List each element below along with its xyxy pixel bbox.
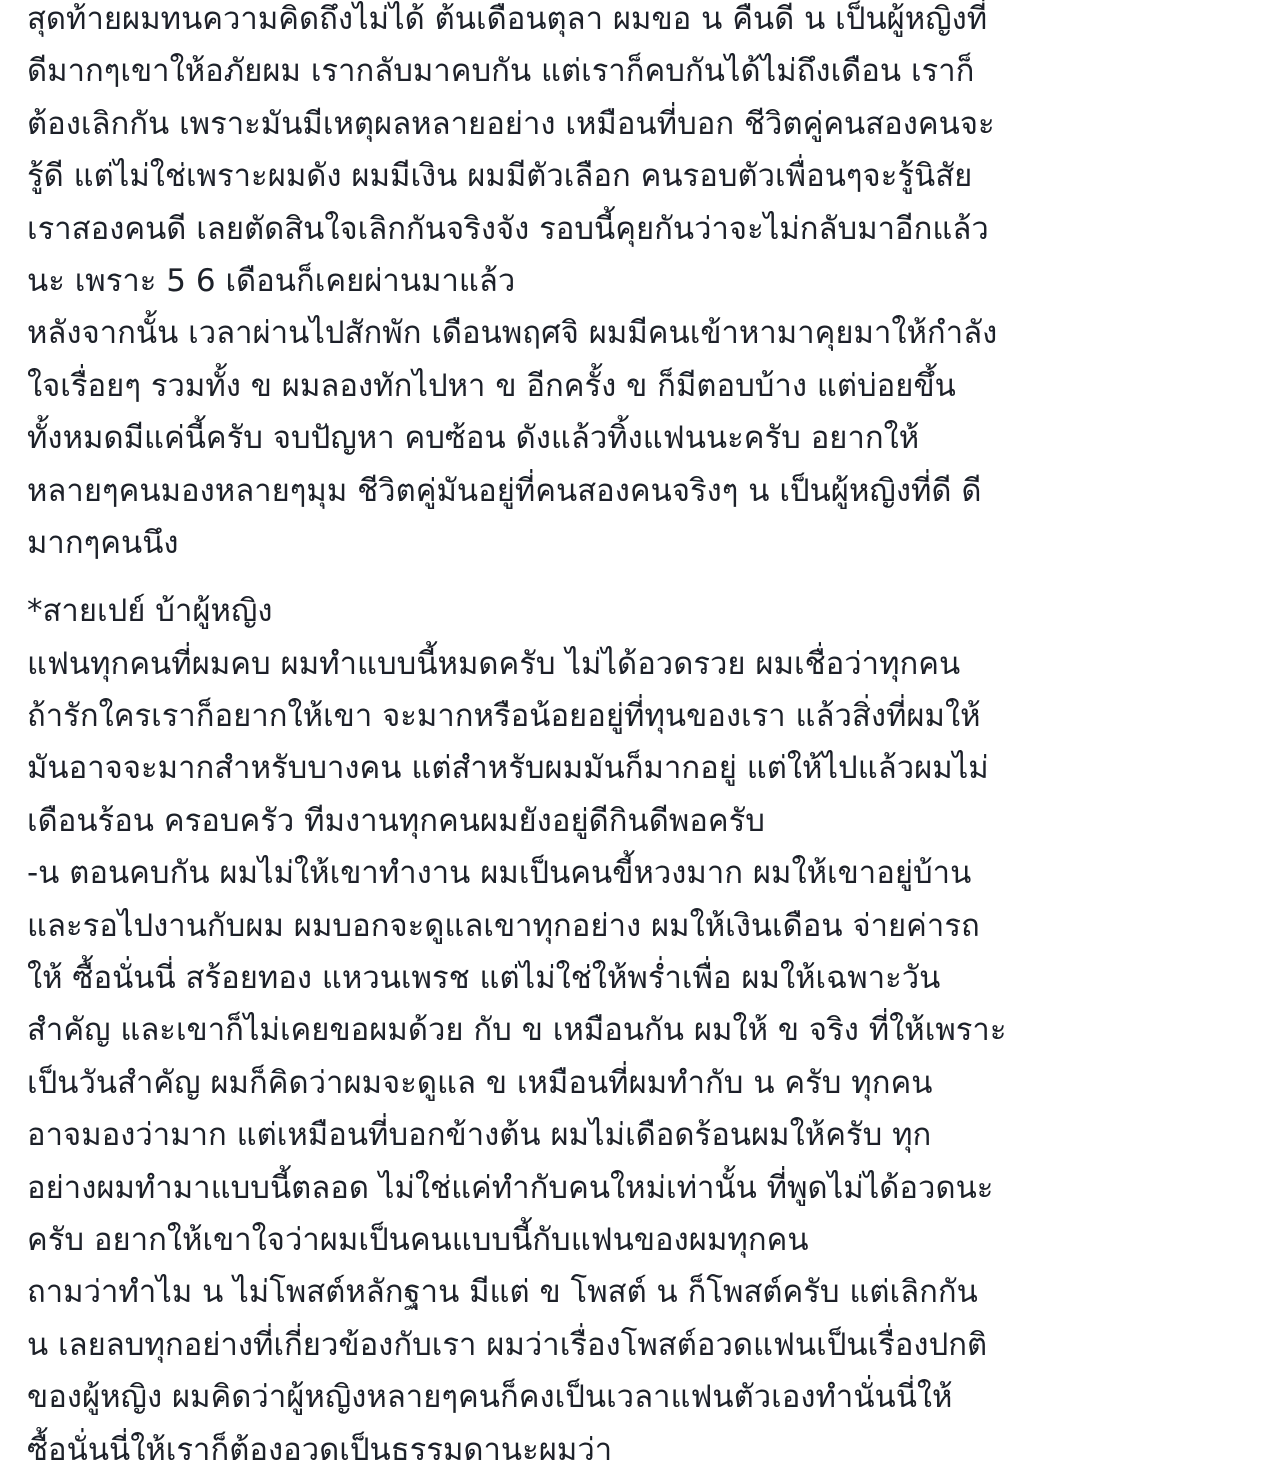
section-heading: *สายเปย์ บ้าผู้หญิง <box>27 593 273 630</box>
text-line: รู้ดี แต่ไม่ใช่เพราะผมดัง ผมมีเงิน ผมมีตัวเลือก คนรอบตัวเพื่อนๆจะรู้นิสัย <box>27 158 973 195</box>
text-line: อาจมองว่ามาก แต่เหมือนที่บอกข้างต้น ผมไม่เดือดร้อนผมให้ครับ ทุก <box>27 1117 932 1154</box>
text-line: -น ตอนคบกัน ผมไม่ให้เขาทำงาน ผมเป็นคนขี้หวงมาก ผมให้เขาอยู่บ้าน <box>27 855 972 892</box>
text-line: มากๆคนนึง <box>27 524 179 561</box>
text-line: เป็นวันสำคัญ ผมก็คิดว่าผมจะดูแล ข เหมือนที่ผมทำกับ น ครับ ทุกคน <box>27 1064 933 1101</box>
text-line: ดีมากๆเขาให้อภัยผม เรากลับมาคบกัน แต่เราก็คบกันได้ไม่ถึงเดือน เราก็ <box>27 53 975 90</box>
text-line: ซื้อนั่นนี่ให้เราก็ต้องอวดเป็นธรรมดานะผมว่า <box>27 1431 613 1468</box>
text-line: มันอาจจะมากสำหรับบางคน แต่สำหรับผมมันก็มากอยู่ แต่ให้ไปแล้วผมไม่ <box>27 750 989 787</box>
text-line: สำคัญ และเขาก็ไม่เคยขอผมด้วย กับ ข เหมือนกัน ผมให้ ข จริง ที่ให้เพราะ <box>27 1012 1007 1049</box>
text-line: หลายๆคนมองหลายๆมุม ชีวิตคู่มันอยู่ที่คนสองคนจริงๆ น เป็นผู้หญิงที่ดี ดี <box>27 472 982 509</box>
text-line: สุดท้ายผมทนความคิดถึงไม่ได้ ต้นเดือนตุลา ผมขอ น คืนดี น เป็นผู้หญิงที่ <box>27 1 988 37</box>
text-line: เดือนร้อน ครอบครัว ทีมงานทุกคนผมยังอยู่ดีกินดีพอครับ <box>27 802 765 839</box>
text-line: ถามว่าทำไม น ไม่โพสต์หลักฐาน มีแต่ ข โพสต์ น ก็โพสต์ครับ แต่เลิกกัน <box>27 1274 978 1311</box>
text-line: แฟนทุกคนที่ผมคบ ผมทำแบบนี้หมดครับ ไม่ได้อวดรวย ผมเชื่อว่าทุกคน <box>27 645 961 682</box>
text-line: น เลยลบทุกอย่างที่เกี่ยวข้องกับเรา ผมว่าเรื่องโพสต์อวดแฟนเป็นเรื่องปกติ <box>27 1326 988 1363</box>
text-line: อย่างผมทำมาแบบนี้ตลอด ไม่ใช่แค่ทำกับคนใหม่เท่านั้น ที่พูดไม่ได้อวดนะ <box>27 1169 994 1206</box>
paragraph-1 <box>27 0 1267 576</box>
text-line: ถ้ารักใครเราก็อยากให้เขา จะมากหรือน้อยอยู่ที่ทุนของเรา แล้วสิ่งที่ผมให้ <box>27 698 981 735</box>
text-line: ครับ อยากให้เขาใจว่าผมเป็นคนแบบนี้กับแฟนของผมทุกคน <box>27 1221 809 1258</box>
text-line: ใจเรื่อยๆ รวมทั้ง ข ผมลองทักไปหา ข อีกครั้ง ข ก็มีตอบบ้าง แต่บ่อยขึ้น <box>27 367 956 404</box>
text-line: ทั้งหมดมีแค่นี้ครับ จบปัญหา คบซ้อน ดังแล้วทิ้งแฟนนะครับ อยากให้ <box>27 420 920 457</box>
post-body <box>27 0 1267 1483</box>
text-line: หลังจากนั้น เวลาผ่านไปสักพัก เดือนพฤศจิ ผมมีคนเข้าหามาคุยมาให้กำลัง <box>27 315 998 352</box>
text-line: ต้องเลิกกัน เพราะมันมีเหตุผลหลายอย่าง เหมือนที่บอก ชีวิตคู่คนสองคนจะ <box>27 105 995 142</box>
text-line: นะ เพราะ 5 6 เดือนก็เคยผ่านมาแล้ว <box>27 262 516 299</box>
text-line: ให้ ซื้อนั่นนี่ สร้อยทอง แหวนเพรช แต่ไม่ใช่ให้พร่ำเพื่อ ผมให้เฉพาะวัน <box>27 960 941 997</box>
paragraph-2 <box>27 592 1267 1483</box>
text-line: ของผู้หญิง ผมคิดว่าผู้หญิงหลายๆคนก็คงเป็นเวลาแฟนตัวเองทำนั่นนี่ให้ <box>27 1379 953 1416</box>
text-line: เราสองคนดี เลยตัดสินใจเลิกกันจริงจัง รอบนี้คุยกันว่าจะไม่กลับมาอีกแล้ว <box>27 210 989 247</box>
text-line: และรอไปงานกับผม ผมบอกจะดูแลเขาทุกอย่าง ผมให้เงินเดือน จ่ายค่ารถ <box>27 907 980 944</box>
